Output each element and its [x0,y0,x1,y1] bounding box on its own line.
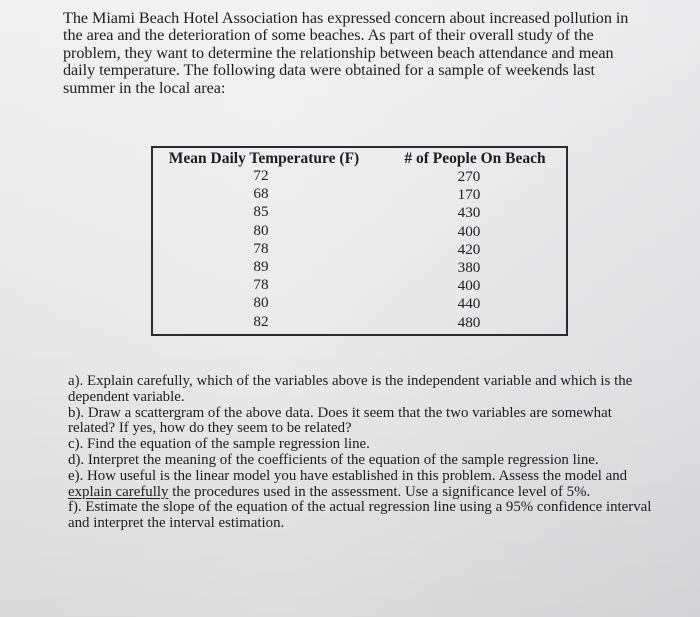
temperature-cell: 72 [253,167,269,184]
temperature-cell: 82 [253,312,269,330]
people-cell: 170 [457,186,481,204]
data-table [151,146,568,336]
temperature-cell: 89 [253,257,269,275]
question-a: a). Explain carefully, which of the variables above is the independent variable and which is the dependent variable. [68,373,633,405]
question-e-end: the procedures used in the assessment. Use a significance level of 5%. [168,483,591,500]
people-values [384,168,554,332]
people-cell: 270 [457,168,481,185]
question-c: c). Find the equation of the sample regression line. [68,436,370,453]
temperature-cell: 78 [253,276,269,294]
people-cell: 380 [457,258,481,276]
question-e [68,469,658,501]
problem-intro [63,10,648,97]
intro-line-3: problem, they want to determine the relationship between beach attendance and mean [63,43,614,62]
question-f: f). Estimate the slope of the equation of the actual regression line using a 95% confidence interval and interpret the interval estimation. [68,499,652,532]
people-cell: 400 [457,222,481,240]
people-cell: 400 [457,277,481,295]
intro-line-5: summer in the local area: [63,78,226,97]
question-list [68,374,658,532]
temperature-column [165,150,363,331]
temperature-cell: 78 [253,239,269,257]
question-d: d). Interpret the meaning of the coefficients of the equation of the sample regression line. [68,451,599,468]
people-header: # of People On Beach [404,150,546,167]
people-cell: 430 [457,204,481,222]
question-b: b). Draw a scattergram of the above data. Does it seem that the two variables are somewhat related? If yes, how do they seem to be related? [68,404,612,437]
people-cell: 420 [457,240,481,258]
temperature-cell: 85 [253,203,269,221]
temperature-header: Mean Daily Temperature (F) [168,150,360,167]
intro-line-4: daily temperature. The following data were obtained for a sample of weekends last [63,61,595,80]
question-e-underlined: explain carefully [68,483,169,500]
temperature-cell: 80 [253,294,269,312]
temperature-values [159,167,363,331]
temperature-cell: 80 [253,221,269,239]
intro-line-2: the area and the deterioration of some beaches. As part of their overall study of the [63,26,594,45]
temperature-cell: 68 [253,185,269,203]
question-e-start: e). How useful is the linear model you have established in this problem. Assess the model and [68,467,628,484]
intro-line-1: The Miami Beach Hotel Association has expressed concern about increased pollution in [63,9,629,27]
people-column [396,150,554,332]
people-cell: 440 [457,295,481,313]
people-cell: 480 [457,313,481,331]
